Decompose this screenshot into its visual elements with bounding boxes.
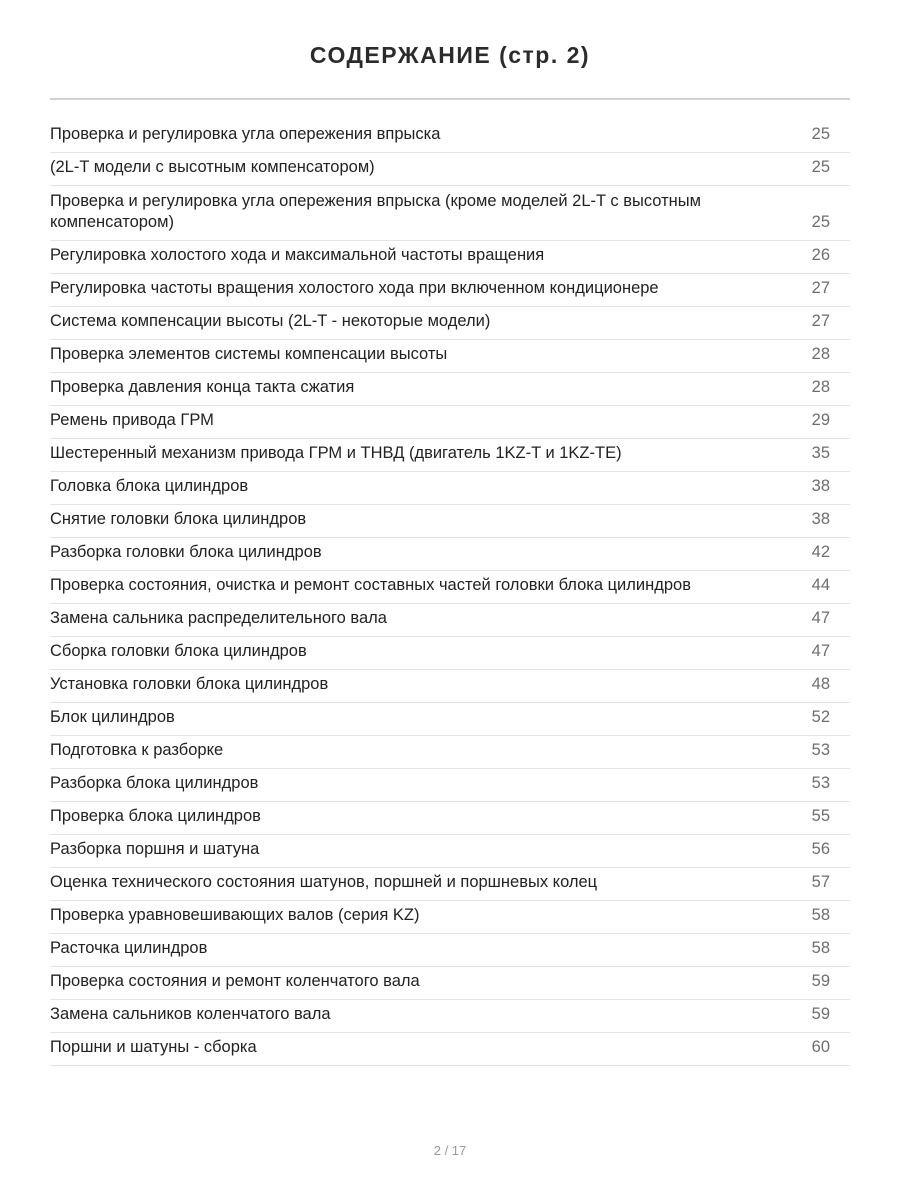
toc-entry-title: Проверка уравновешивающих валов (серия KZ): [50, 906, 420, 924]
title-divider: [50, 98, 850, 100]
toc-entry-page: 28: [811, 378, 830, 396]
toc-entry-title: Шестеренный механизм привода ГРМ и ТНВД (двигатель 1KZ-T и 1KZ-TE): [50, 444, 622, 462]
toc-entry-title: Подготовка к разборке: [50, 741, 224, 759]
toc-entry-title: Замена сальника распределительного вала: [50, 609, 387, 627]
toc-entry-title: Проверка состояния, очистка и ремонт составных частей головки блока цилиндров: [50, 576, 691, 594]
toc-entry[interactable]: [50, 868, 850, 901]
toc-entry[interactable]: [50, 186, 850, 241]
toc-entry-title: Проверка блока цилиндров: [50, 807, 261, 825]
toc-entry[interactable]: [50, 571, 850, 604]
toc-entry-title: Расточка цилиндров: [50, 939, 208, 957]
toc-entry-page: 44: [811, 576, 830, 594]
toc-entry-page: 60: [811, 1038, 830, 1056]
toc-entry[interactable]: [50, 538, 850, 571]
toc-entry-page: 48: [811, 675, 830, 693]
toc-entry-page: 53: [811, 741, 830, 759]
toc-entry-page: 47: [811, 609, 830, 627]
toc-entry[interactable]: [50, 439, 850, 472]
toc-entry-page: 35: [811, 444, 830, 462]
toc-entry[interactable]: [50, 934, 850, 967]
toc-entry-title: Замена сальников коленчатого вала: [50, 1005, 331, 1023]
toc-entry-title: Проверка элементов системы компенсации высоты: [50, 345, 448, 363]
toc-entry[interactable]: [50, 153, 850, 186]
page-title: СОДЕРЖАНИЕ (стр. 2): [309, 42, 591, 68]
toc-entry-page: 38: [811, 477, 830, 495]
toc-entry-title: Проверка давления конца такта сжатия: [50, 378, 355, 396]
toc-entry-title: Проверка и регулировка угла опережения впрыска (кроме моделей 2L-T с высотным компенсатором): [50, 192, 701, 231]
toc-entry[interactable]: [50, 637, 850, 670]
toc-entry-title: Оценка технического состояния шатунов, поршней и поршневых колец: [50, 873, 598, 891]
toc-entry-title: Головка блока цилиндров: [50, 477, 249, 495]
toc-entry[interactable]: [50, 604, 850, 637]
toc-entry-title: Установка головки блока цилиндров: [50, 675, 329, 693]
toc-entry-page: 25: [811, 125, 830, 143]
toc-entry-page: 47: [811, 642, 830, 660]
toc-entry-page: 58: [811, 906, 830, 924]
toc-entry-title: Сборка головки блока цилиндров: [50, 642, 307, 660]
toc-entry-title: (2L-T модели с высотным компенсатором): [50, 158, 375, 176]
toc-entry-page: 38: [811, 510, 830, 528]
toc-entry[interactable]: [50, 505, 850, 538]
toc-entry-page: 53: [811, 774, 830, 792]
toc-entry-title: Проверка состояния и ремонт коленчатого вала: [50, 972, 420, 990]
toc-entry-title: Система компенсации высоты (2L-T - некоторые модели): [50, 312, 491, 330]
toc-entry[interactable]: [50, 901, 850, 934]
toc-entry-page: 58: [811, 939, 830, 957]
toc-entry-page: 25: [811, 158, 830, 176]
toc-entry[interactable]: [50, 472, 850, 505]
toc-entry[interactable]: [50, 241, 850, 274]
document-page: [50, 0, 850, 1082]
toc-entry-title: Снятие головки блока цилиндров: [50, 510, 307, 528]
toc-entry[interactable]: [50, 274, 850, 307]
toc-entry[interactable]: [50, 1000, 850, 1033]
toc-entry[interactable]: [50, 406, 850, 439]
toc-entry-page: 27: [811, 279, 830, 297]
toc-entry-page: 55: [811, 807, 830, 825]
toc-entry[interactable]: [50, 1033, 850, 1066]
toc-entry-title: Поршни и шатуны - сборка: [50, 1038, 257, 1056]
toc-entry-page: 29: [811, 411, 830, 429]
toc-entry-title: Разборка поршня и шатуна: [50, 840, 260, 858]
toc-entry-title: Разборка блока цилиндров: [50, 774, 259, 792]
toc-entry[interactable]: [50, 769, 850, 802]
toc-entry[interactable]: [50, 736, 850, 769]
toc-entry-page: 28: [811, 345, 830, 363]
toc-entry[interactable]: [50, 373, 850, 406]
toc-entry[interactable]: [50, 340, 850, 373]
toc-entry[interactable]: [50, 307, 850, 340]
toc-entry-page: 26: [811, 246, 830, 264]
toc-entry-page: 59: [811, 972, 830, 990]
toc-entry-title: Разборка головки блока цилиндров: [50, 543, 322, 561]
toc-entry-page: 27: [811, 312, 830, 330]
toc-entry[interactable]: [50, 835, 850, 868]
toc-entry[interactable]: [50, 703, 850, 736]
toc-entry[interactable]: [50, 967, 850, 1000]
toc-entry-page: 52: [811, 708, 830, 726]
toc-entry-title: Ремень привода ГРМ: [50, 411, 214, 429]
toc-entry[interactable]: [50, 120, 850, 153]
toc-entry-title: Проверка и регулировка угла опережения впрыска: [50, 125, 441, 143]
page-number: 2 / 17: [433, 1143, 467, 1158]
toc-entry[interactable]: [50, 802, 850, 835]
toc-entry-title: Регулировка холостого хода и максимальной частоты вращения: [50, 246, 545, 264]
table-of-contents: [50, 120, 850, 1066]
toc-entry-page: 42: [811, 543, 830, 561]
toc-entry-page: 25: [811, 213, 830, 231]
toc-entry-page: 57: [811, 873, 830, 891]
toc-entry-title: Блок цилиндров: [50, 708, 175, 726]
toc-entry-page: 56: [811, 840, 830, 858]
toc-entry[interactable]: [50, 670, 850, 703]
toc-entry-title: Регулировка частоты вращения холостого хода при включенном кондиционере: [50, 279, 659, 297]
toc-entry-page: 59: [811, 1005, 830, 1023]
